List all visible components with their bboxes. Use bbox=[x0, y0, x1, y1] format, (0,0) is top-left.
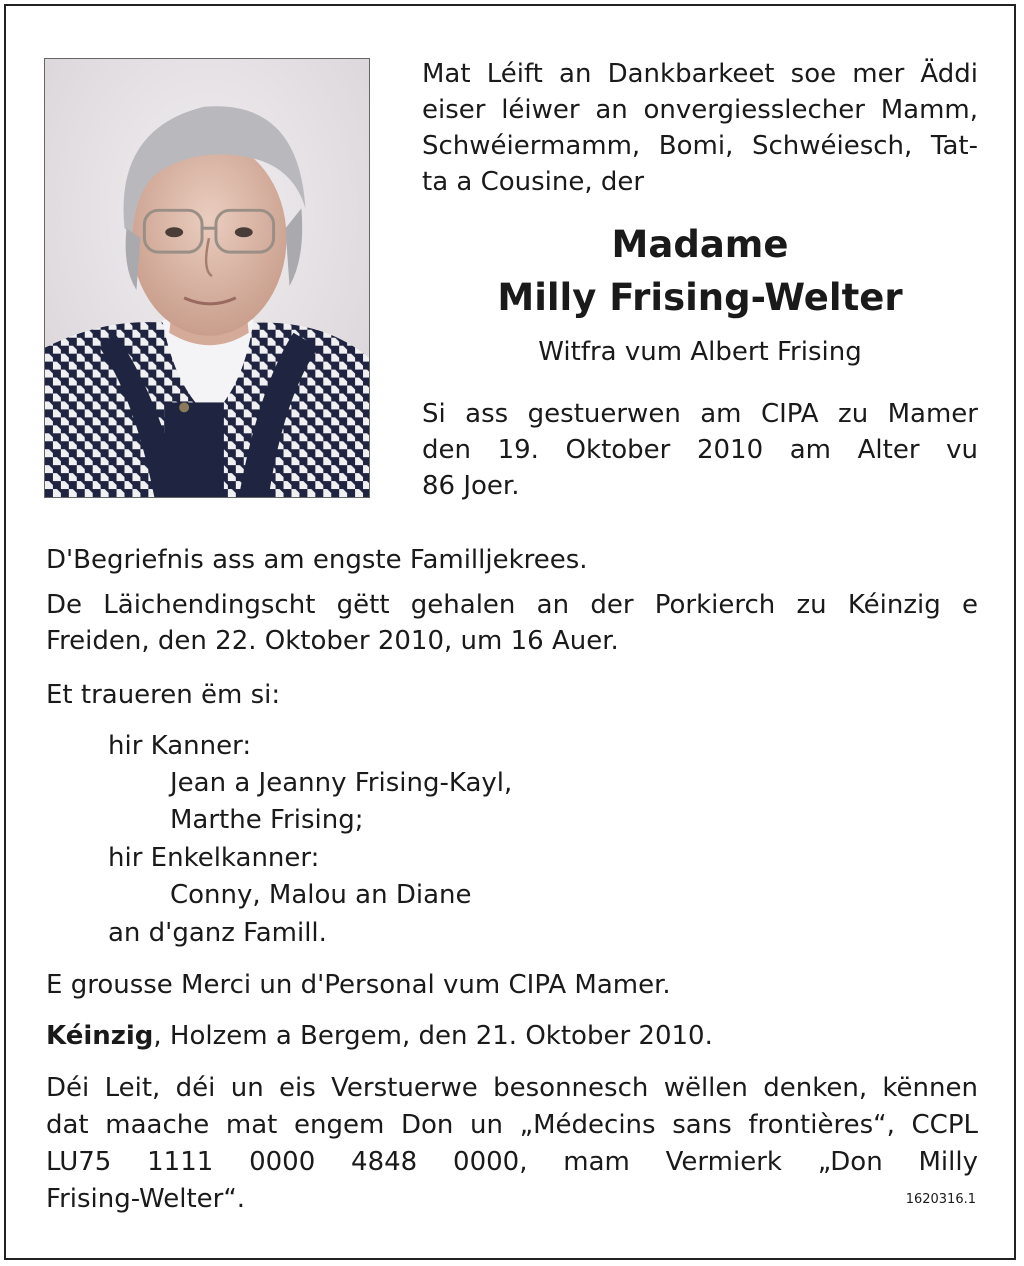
family-line: an d'ganz Famill. bbox=[108, 918, 327, 948]
deceased-title: Madame bbox=[611, 223, 789, 266]
intro-line: ta a Cousine, der bbox=[422, 167, 645, 197]
intro-line: Mat Léift an Dankbarkeet soe mer Äddi bbox=[422, 59, 978, 89]
children-entry: Marthe Frising; bbox=[170, 805, 364, 835]
reference-number: 1620316.1 bbox=[905, 1192, 976, 1207]
place-date-rest: , Holzem a Bergem, den 21. Oktober 2010. bbox=[153, 1021, 713, 1051]
mourners-heading: Et traueren ëm si: bbox=[46, 680, 281, 710]
widow-of: Witfra vum Albert Frising bbox=[538, 337, 862, 367]
portrait-photo bbox=[44, 58, 370, 498]
death-line: 86 Joer. bbox=[422, 471, 520, 501]
grandchildren-label: hir Enkelkanner: bbox=[108, 843, 320, 873]
mass-line: Freiden, den 22. Oktober 2010, um 16 Auer. bbox=[46, 626, 619, 656]
place-date bbox=[46, 1018, 713, 1054]
donation-line: LU75 1111 0000 4848 0000, mam Vermierk „Don Milly bbox=[46, 1147, 978, 1177]
thanks-text: E grousse Merci un d'Personal vum CIPA Mamer. bbox=[46, 970, 671, 1000]
mass-line: De Läichendingscht gëtt gehalen an der Porkierch zu Kéinzig e bbox=[46, 590, 978, 620]
donation-line: dat maache mat engem Don un „Médecins sans frontières“, CCPL bbox=[46, 1110, 978, 1140]
children-label: hir Kanner: bbox=[108, 731, 252, 761]
intro-line: Schwéiermamm, Bomi, Schwéiesch, Tat- bbox=[422, 131, 978, 161]
deceased-name: Milly Frising-Welter bbox=[497, 276, 903, 319]
death-line: den 19. Oktober 2010 am Alter vu bbox=[422, 435, 978, 465]
intro-line: eiser léiwer an onvergiesslecher Mamm, bbox=[422, 95, 978, 125]
donation-line: Frising-Welter“. bbox=[46, 1184, 246, 1214]
grandchildren-entry: Conny, Malou an Diane bbox=[170, 880, 472, 910]
burial-text: D'Begriefnis ass am engste Familljekrees. bbox=[46, 545, 588, 575]
death-line: Si ass gestuerwen am CIPA zu Mamer bbox=[422, 399, 978, 429]
donation-line: Déi Leit, déi un eis Verstuerwe besonnesch wëllen denken, kënnen bbox=[46, 1073, 978, 1103]
children-entry: Jean a Jeanny Frising-Kayl, bbox=[170, 768, 513, 798]
town-name: Kéinzig bbox=[46, 1021, 154, 1051]
